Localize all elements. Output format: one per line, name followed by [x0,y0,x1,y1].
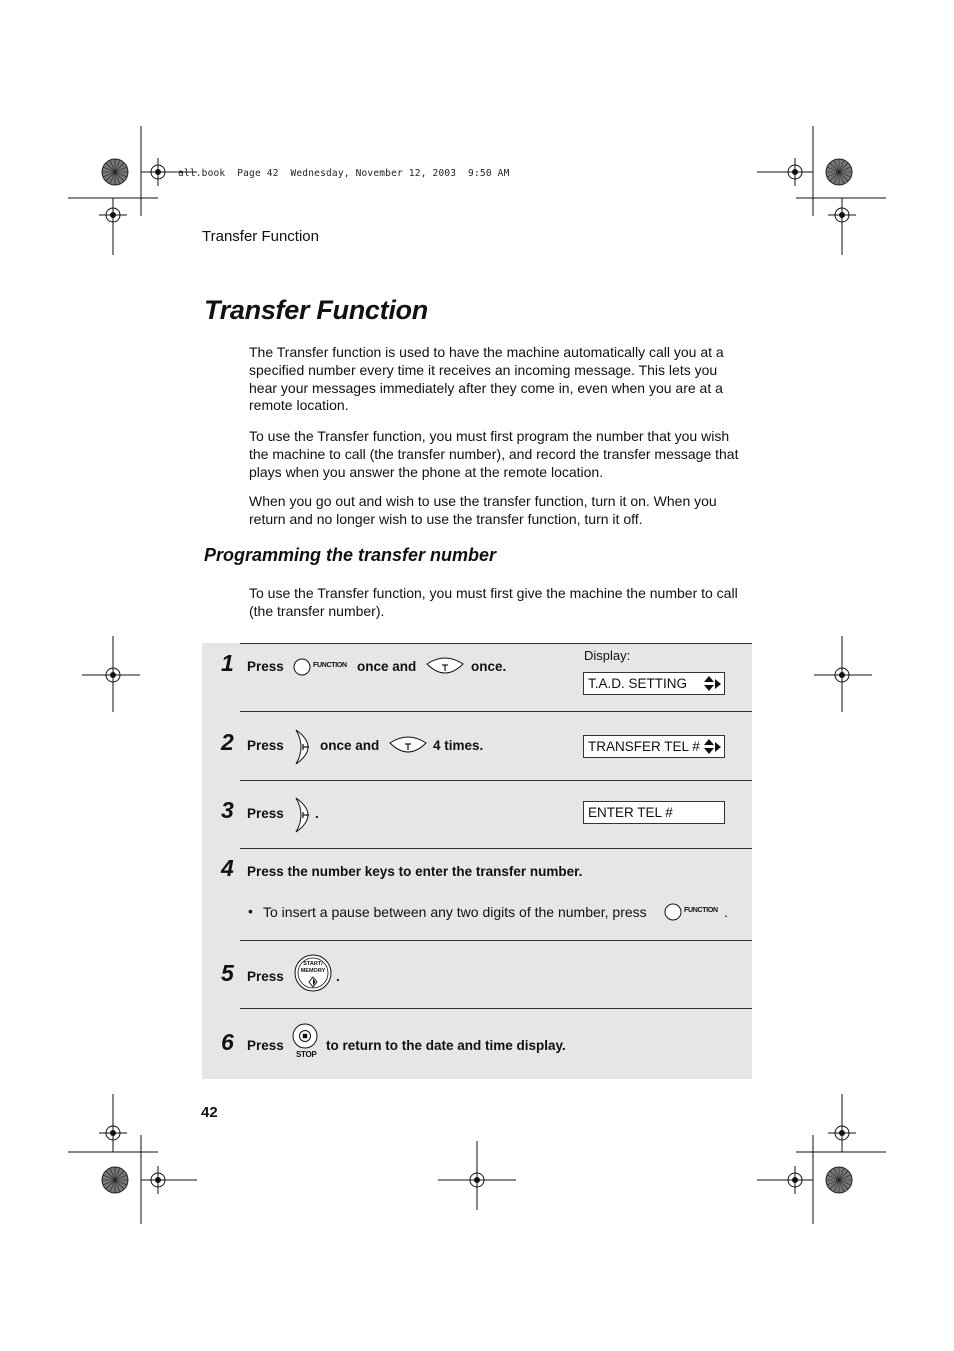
step-divider [240,711,752,712]
right-arrow-key-icon [292,728,314,771]
lcd-display [583,801,725,824]
step-bullet-end: . [724,904,728,920]
step-press-label: Press [247,806,284,821]
function-key-label: FUNCTION [313,662,347,669]
step-number: 1 [221,650,234,676]
step-divider [240,848,752,849]
step-end-text: to return to the date and time display. [326,1038,566,1053]
step-end-text: 4 times. [433,738,484,753]
step-divider [240,1008,752,1009]
function-key-icon [664,903,682,926]
intro-paragraph-2: To use the Transfer function, you must first program the number that you wish the machine to call (the transfer number), and record the transfer message that plays when you answer the phone at the remote location. [249,428,739,480]
step-end-text: once. [471,659,507,674]
lcd-text: TRANSFER TEL # [588,739,700,754]
lcd-display [583,672,725,695]
step-number: 4 [221,855,234,881]
step-number: 6 [221,1029,234,1055]
running-head: Transfer Function [202,228,319,245]
print-info: all.book Page 42 Wednesday, November 12, 2003 9:50 AM [178,168,510,179]
page-title: Transfer Function [204,295,428,325]
start-key-text: START/ [303,961,323,967]
step-press-label: Press [247,969,284,984]
bullet-dot: • [248,903,253,919]
lcd-display [583,735,725,758]
lcd-text: T.A.D. SETTING [588,676,688,691]
step-divider [240,643,752,644]
step-middle-text: once and [357,659,417,674]
section-paragraph: To use the Transfer function, you must first give the machine the number to call (the transfer number). [249,585,738,619]
step-end-text: . [336,969,340,984]
page-number: 42 [201,1104,218,1121]
memory-key-text: MEMORY [300,968,326,974]
up-down-arrow-icon [704,739,721,755]
function-key-icon [293,658,311,681]
steps-panel [202,643,752,1079]
intro-paragraph-1: The Transfer function is used to have the machine automatically call you at a specified number every time it receives an incoming message. This lets you hear your messages immediately after they come in, even when you are at a remote location. [249,344,724,414]
step-bullet-text: To insert a pause between any two digits of the number, press [263,904,647,920]
step-number: 2 [221,729,234,755]
step-end-text: . [315,806,319,821]
down-arrow-key-icon [425,656,465,683]
step-middle-text: once and [320,738,380,753]
step-number: 5 [221,960,234,986]
section-title: Programming the transfer number [204,545,497,565]
lcd-text: ENTER TEL # [588,805,673,820]
step-press-label: Press [247,659,284,674]
intro-paragraph-3: When you go out and wish to use the transfer function, turn it on. When you return and no longer wish to use the transfer function, turn it off. [249,493,717,527]
stop-key-label: STOP [296,1050,317,1059]
down-arrow-key-icon [388,735,428,762]
function-key-label: FUNCTION [684,907,718,914]
start-memory-key-icon [294,954,332,992]
step-divider [240,780,752,781]
display-label: Display: [584,648,631,663]
step-instruction: Press the number keys to enter the transfer number. [247,864,583,879]
step-press-label: Press [247,1038,284,1053]
right-arrow-key-icon [292,796,314,839]
up-down-arrow-icon [704,676,721,692]
step-press-label: Press [247,738,284,753]
step-divider [240,940,752,941]
step-number: 3 [221,797,234,823]
start-memory-key-label [294,961,332,975]
